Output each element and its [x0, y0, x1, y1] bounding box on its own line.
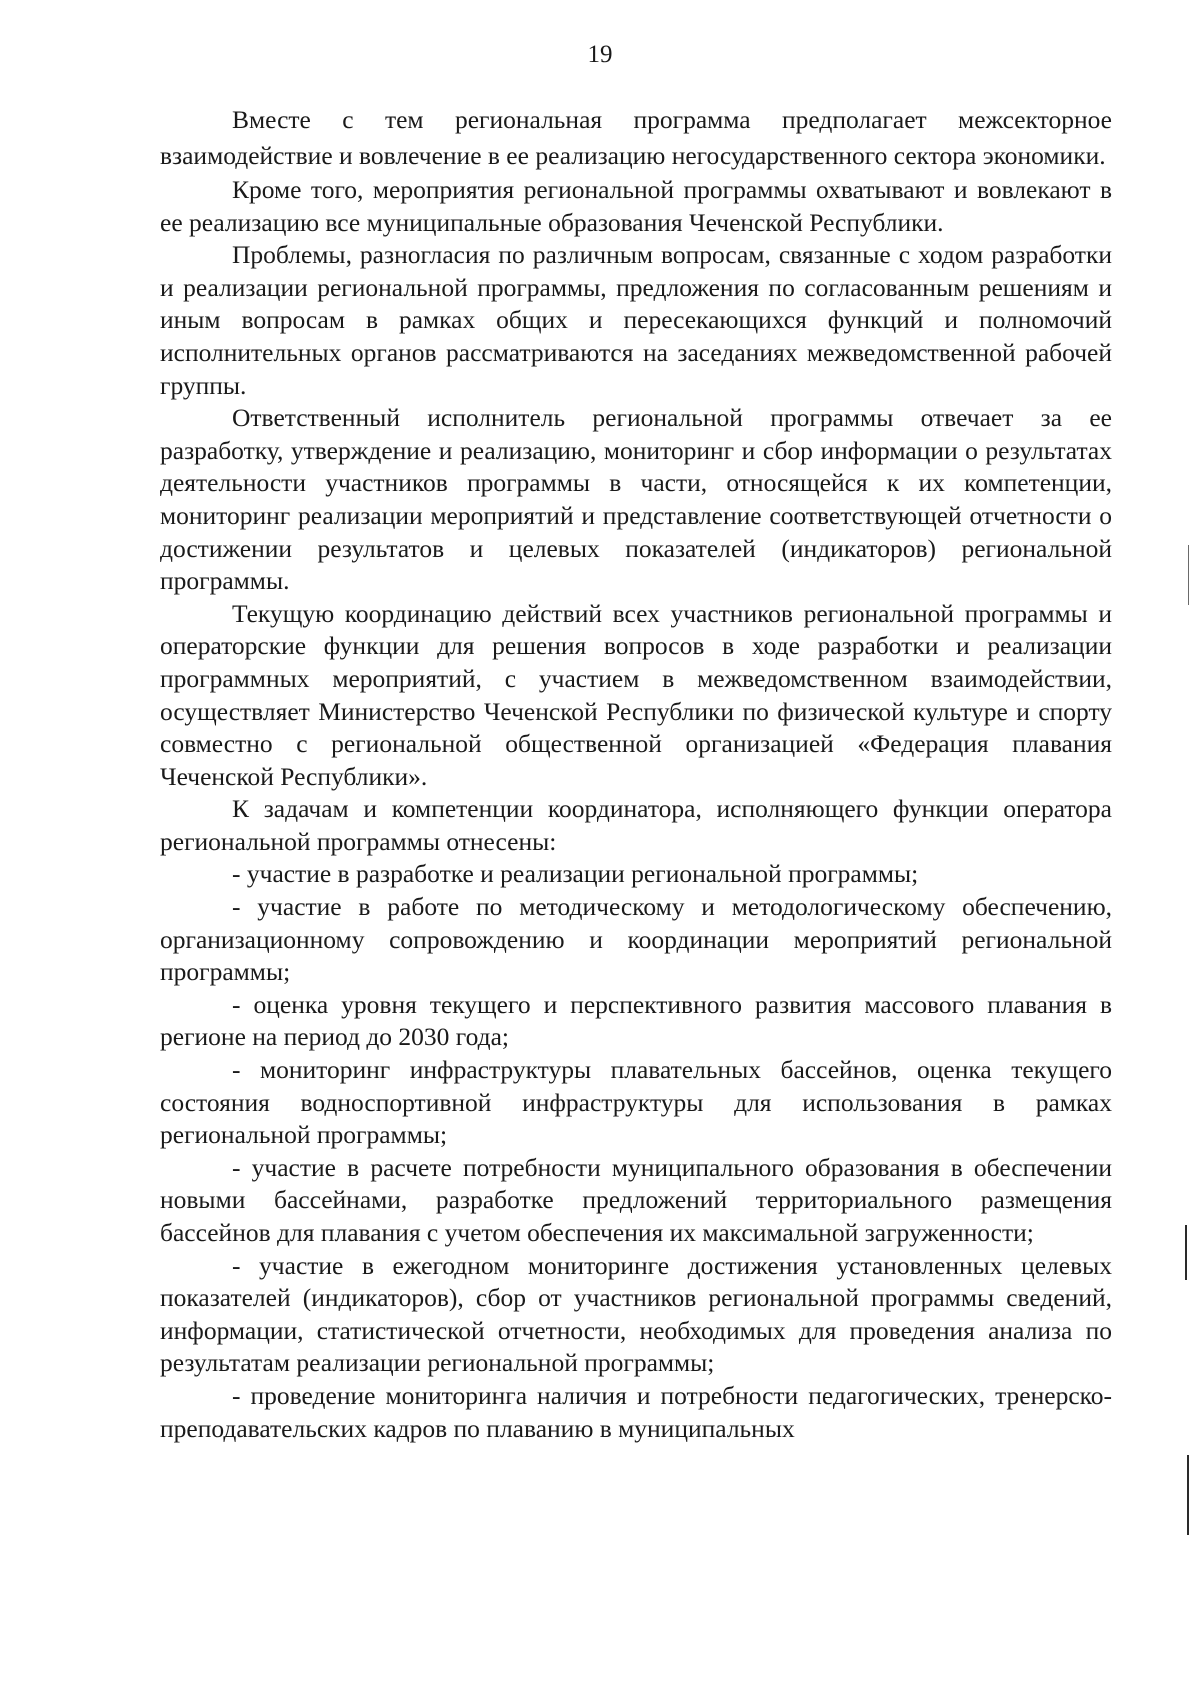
paragraph-coordination: Текущую координацию действий всех участников региональной программы и операторские функции для решения вопросов в ходе разработки и реализации программных мероприятий, с участием в межведомственном взаимодействии, осуществляет Министерство Чеченской Республики по физической культуре и спорту совместно с региональной общественной организацией «Федерация плавания Чеченской Республики».: [160, 598, 1112, 791]
scan-edge-mark: [1188, 545, 1189, 605]
scan-edge-mark: [1187, 1455, 1189, 1535]
page-number: 19: [587, 41, 613, 68]
paragraph-municipalities: Кроме того, мероприятия региональной программы охватывают и вовлекают в ее реализацию все муниципальные образования Чеченской Республики.: [160, 175, 1112, 237]
list-item: - участие в работе по методическому и методологическому обеспечению, организационному сопровождению и координации мероприятий региональной программы;: [160, 892, 1112, 987]
paragraph-responsible-executor: Ответственный исполнитель региональной программы отвечает за ее разработку, утверждение и реализацию, мониторинг и сбор информации о результатах деятельности участников программы в части, относящейся к их компетенции, мониторинг реализации мероприятий и представление соответствующей отчетности о достижении результатов и целевых показателей (индикаторов) региональной программы.: [160, 403, 1112, 596]
list-item: - оценка уровня текущего и перспективного развития массового плавания в регионе на период до 2030 года;: [160, 989, 1112, 1052]
paragraph-problems: Проблемы, разногласия по различным вопросам, связанные с ходом разработки и реализации региональной программы, предложения по согласованным решениям и иным вопросам в рамках общих и пересекающихся функций и полномочий исполнительных органов рассматриваются на заседаниях межведомственной рабочей группы.: [160, 240, 1112, 400]
paragraph-intersectoral: Вместе с тем региональная программа предполагает межсекторное взаимодействие и вовлечение в ее реализацию негосударственного сектора экономики.: [160, 105, 1112, 170]
list-item: - мониторинг инфраструктуры плавательных бассейнов, оценка текущего состояния водноспортивной инфраструктуры для использования в рамках региональной программы;: [160, 1055, 1112, 1150]
body-text: [160, 102, 1112, 1445]
list-item: - участие в разработке и реализации региональной программы;: [232, 859, 919, 889]
list-item: - участие в расчете потребности муниципального образования в обеспечении новыми бассейнами, разработке предложений территориального размещения бассейнов для плавания с учетом обеспечения их максимальной загруженности;: [160, 1152, 1112, 1247]
paragraph-coordinator-tasks: К задачам и компетенции координатора, исполняющего функции оператора региональной программы отнесены:: [160, 794, 1112, 856]
list-item: - проведение мониторинга наличия и потребности педагогических, тренерско-преподавательских кадров по плаванию в муниципальных: [160, 1380, 1112, 1443]
scan-edge-mark: [1185, 1225, 1187, 1280]
list-item: - участие в ежегодном мониторинге достижения установленных целевых показателей (индикаторов), сбор от участников региональной программы сведений, информации, статистической отчетности, необходимых для проведения анализа по результатам реализации региональной программы;: [160, 1250, 1112, 1378]
